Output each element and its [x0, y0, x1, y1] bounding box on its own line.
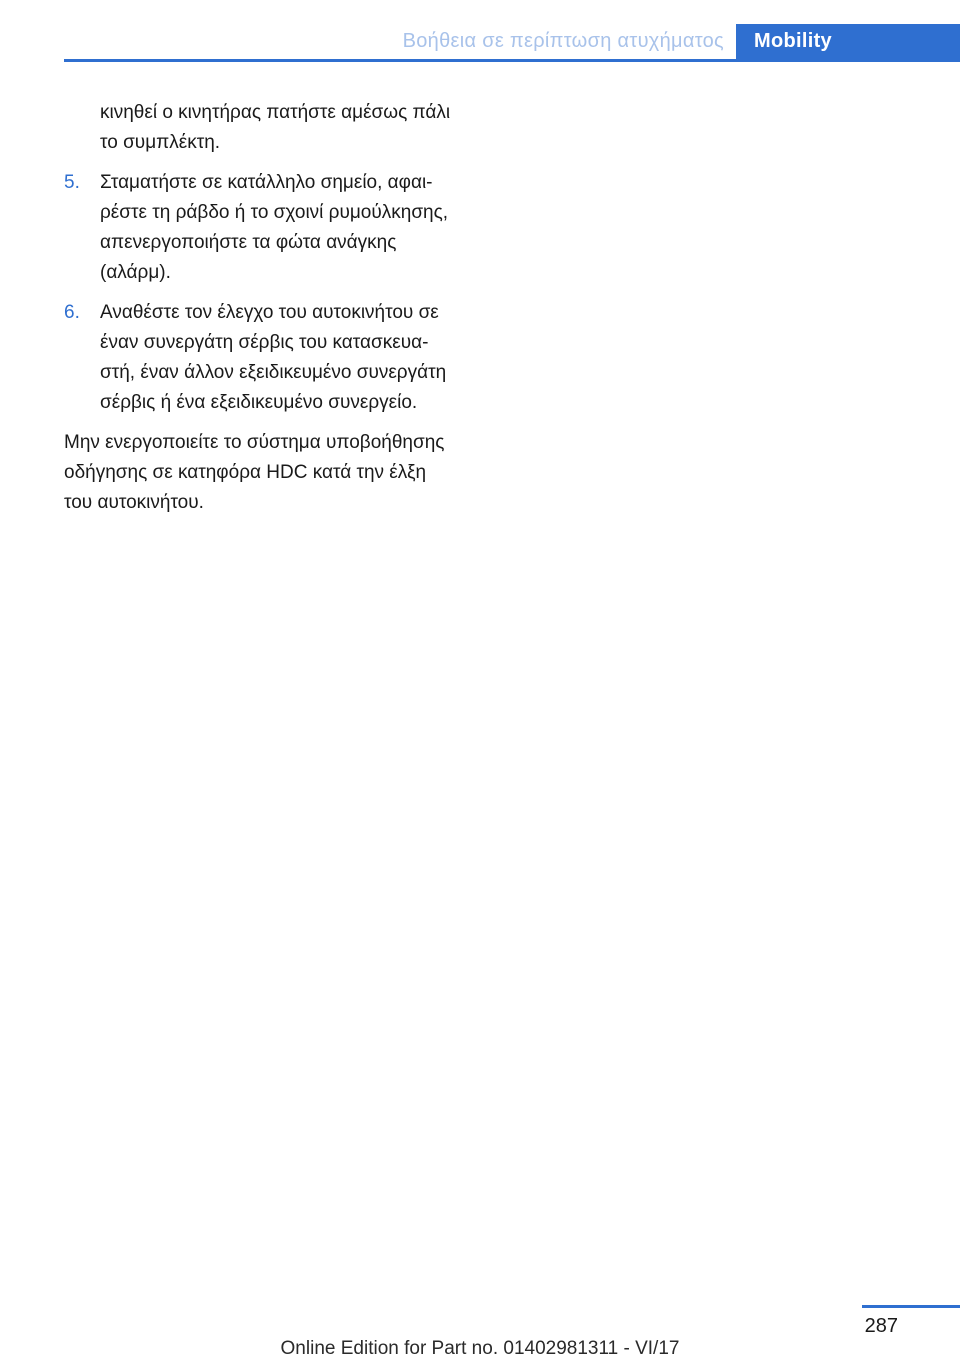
text-line: ρέστε τη ράβδο ή το σχοινί ρυμούλκησης, [100, 202, 449, 223]
text-line: (αλάρμ). [100, 262, 171, 283]
text-line: κινηθεί ο κινητήρας πατήστε αμέσως πάλι [100, 102, 451, 123]
section-title: Βοήθεια σε περίπτωση ατυχήματος [402, 30, 724, 52]
text-line: του αυτοκινήτου. [64, 492, 204, 513]
main-content [64, 98, 474, 518]
edition-footer: Online Edition for Part no. 01402981311 - VI/17 [280, 1338, 680, 1359]
text-line: οδήγησης σε κατηφόρα HDC κατά την έλξη [64, 462, 427, 483]
step-number: 5. [64, 172, 80, 193]
page-number: 287 [864, 1315, 898, 1337]
text-line: σέρβις ή ένα εξειδικευμένο συνεργείο. [100, 392, 418, 413]
note-paragraph [64, 428, 474, 518]
header-divider [64, 59, 960, 62]
step-text [100, 168, 474, 288]
footer-divider [862, 1305, 960, 1308]
text-line: στή, έναν άλλον εξειδικευμένο συνεργάτη [100, 362, 447, 383]
text-line: απενεργοποιήστε τα φώτα ανάγκης [100, 232, 397, 253]
text-line: Αναθέστε τον έλεγχο του αυτοκινήτου σε [100, 302, 439, 323]
text-line: Σταματήστε σε κατάλληλο σημείο, αφαι‐ [100, 172, 433, 193]
text-line: Μην ενεργοποιείτε το σύστημα υποβοήθησης [64, 432, 445, 453]
chapter-tab [736, 24, 960, 60]
text-line: έναν συνεργάτη σέρβις του κατασκευα‐ [100, 332, 429, 353]
step-number: 6. [64, 302, 80, 323]
step-text [100, 298, 474, 418]
step-5 [64, 168, 474, 288]
page-header [0, 0, 960, 62]
chapter-title: Mobility [754, 30, 832, 52]
text-line: το συμπλέκτη. [100, 132, 221, 153]
step-6 [64, 298, 474, 418]
continuation-paragraph [64, 98, 474, 158]
